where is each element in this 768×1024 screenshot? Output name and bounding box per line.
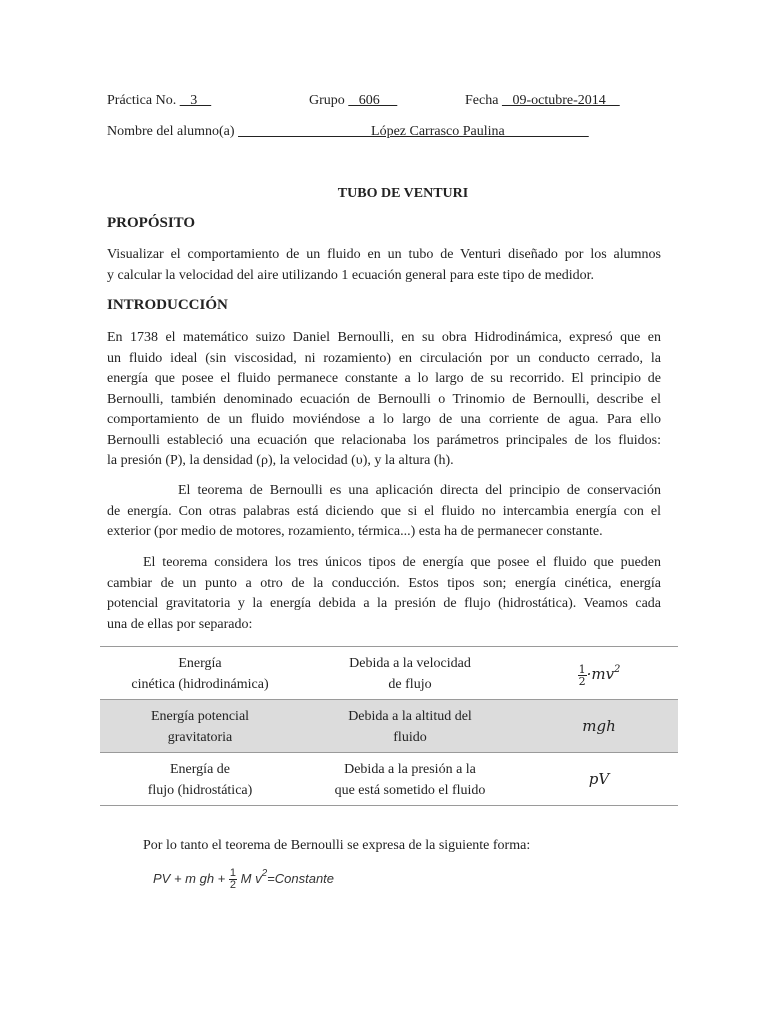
introduccion-heading: INTRODUCCIÓN [107,297,228,313]
equation-right: =Constante [267,871,335,886]
energy-type-line: gravitatoria [167,730,233,745]
proposito-paragraph [107,245,661,286]
grupo-label: Grupo [309,93,345,108]
energy-formula-cell [520,700,678,752]
potential-energy-formula: mgh [582,716,616,735]
energy-type-cell [100,706,300,748]
intro-line: un fluido ideal (sin viscosidad, ni rozamiento) en circulación por un conducto cerrado, la [107,350,661,366]
intro-line: En 1738 el matemático suizo Daniel Bernoulli, en su obra Hidrodinámica, expresó que en [107,330,661,345]
energy-type-cell [100,653,300,695]
energy-type-line: Energía [178,656,222,671]
intro-line: Bernoulli estableció una ecuación que relacionaba los parámetros principales de los fluidos: [107,432,661,448]
energy-type-line: cinética (hidrodinámica) [131,677,269,692]
formula-exponent: 2 [614,664,621,676]
energy-description-cell [300,653,520,695]
alumno-label: Nombre del alumno(a) [107,124,235,139]
fraction-denominator: 2 [578,674,586,688]
formula-text: ·mv [586,665,615,684]
energy-description-line: que está sometido el fluido [334,783,486,798]
energy-description-cell [300,759,520,801]
energy-description-line: fluido [393,730,427,745]
equation-left: PV + m gh + [153,871,226,886]
energy-description-line: Debida a la presión a la [344,762,476,777]
energy-description-line: de flujo [388,677,432,692]
table-row [100,752,678,806]
fraction [578,664,587,687]
conclusion-text: Por lo tanto el teorema de Bernoulli se expresa de la siguiente forma: [143,838,531,853]
intro-line: una de ellas por separado: [107,616,253,632]
proposito-heading: PROPÓSITO [107,215,196,231]
practica-label: Práctica No. [107,93,177,108]
kinetic-energy-formula [578,659,621,687]
intro-line: comportamiento de un fluido moviéndose a lo largo de una corriente de agua. Para ello [107,412,661,427]
alumno-value: López Carrasco Paulina [238,124,589,139]
intro-line: de energía. Con otras palabras está diciendo que si el fluido no intercambia energía con el [107,503,661,519]
energy-type-cell [100,759,300,801]
fecha-field [465,93,620,109]
energy-description-line: Debida a la velocidad [349,656,471,671]
energy-formula-cell [520,753,678,805]
intro-line: El teorema de Bernoulli es una aplicación directa del principio de conservación [178,483,661,498]
fecha-label: Fecha [465,93,499,108]
intro-line: exterior (por medio de motores, rozamiento, térmica...) esta ha de permanecer constante. [107,524,603,539]
alumno-field [107,124,589,140]
pressure-energy-formula: pV [588,769,610,788]
fraction-denominator: 2 [229,879,237,892]
proposito-line: Visualizar el comportamiento de un fluido en un tubo de Venturi diseñado por los alumnos [107,247,661,262]
proposito-line: y calcular la velocidad del aire utilizando 1 ecuación general para este tipo de medidor. [107,267,595,283]
intro-paragraph-3 [107,553,661,635]
intro-line: potencial gravitatoria y la energía debida a la presión de flujo (hidrostática). Veamos cada [107,596,661,611]
energy-formula-cell [520,647,678,699]
intro-paragraph-1 [107,328,661,472]
fraction-numerator: 1 [229,867,237,880]
equation-mid: M v [240,871,262,886]
energy-description-line: Debida a la altitud del [348,709,472,724]
practica-value: 3 [179,93,212,108]
equation-exponent: 2 [261,868,268,879]
energy-table [100,646,678,806]
intro-line: la presión (P), la densidad (ρ), la velocidad (υ), y la altura (h). [107,453,454,468]
energy-description-cell [300,706,520,748]
intro-line: energía que posee el fluido permanece constante a lo largo de su recorrido. El principio de [107,371,661,386]
practica-field [107,93,211,109]
energy-type-line: Energía potencial [150,709,250,724]
table-row [100,646,678,699]
energy-type-line: Energía de [170,762,230,777]
energy-type-line: flujo (hidrostática) [147,783,253,798]
fraction [229,868,237,891]
intro-line: cambiar de un punto a otro de la conducción. Estos tipos son; energía cinética, energía [107,575,661,591]
intro-line: El teorema considera los tres únicos tipos de energía que posee el fluido que pueden [143,555,661,570]
grupo-field [309,93,397,109]
table-row [100,699,678,752]
intro-line: Bernoulli, también denominado ecuación de Bernoulli o Trinomio de Bernoulli, describe el [107,391,661,407]
grupo-value: 606 [348,93,398,108]
bernoulli-equation [153,868,334,891]
intro-paragraph-2 [107,481,661,543]
fraction-numerator: 1 [578,662,586,676]
document-title: TUBO DE VENTURI [337,186,469,201]
fecha-value: 09-octubre-2014 [501,93,620,108]
